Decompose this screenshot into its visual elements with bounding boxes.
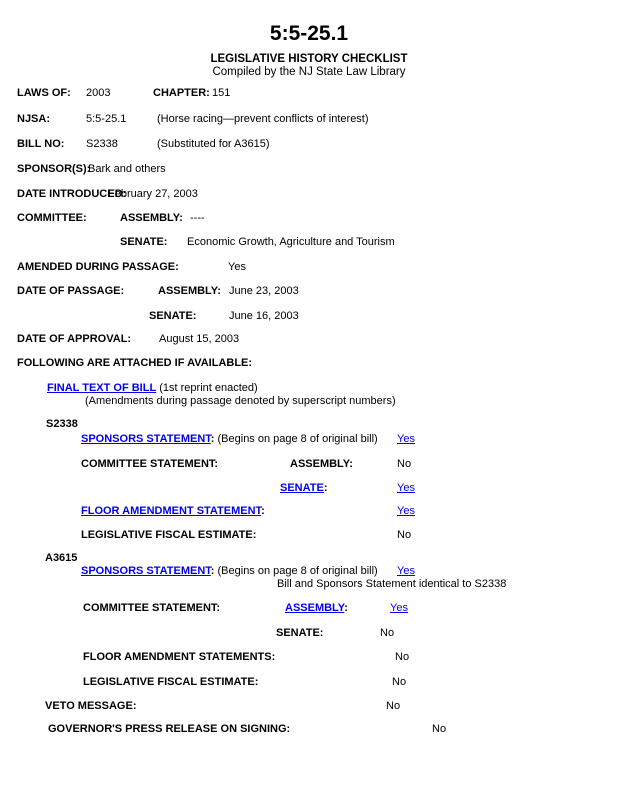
s2338-sponsors-yes-link[interactable]: Yes bbox=[397, 433, 415, 445]
a3615-sponsors-colon: : bbox=[210, 565, 215, 577]
page-title: 5:5-25.1 bbox=[269, 22, 349, 45]
a3615-assembly-yes-link[interactable]: Yes bbox=[390, 602, 408, 614]
laws-of-value: 2003 bbox=[86, 87, 111, 99]
s2338-committee-assembly-label: ASSEMBLY: bbox=[290, 458, 353, 470]
a3615-committee-assembly-row bbox=[285, 602, 348, 615]
s2338-sponsors-statement-link[interactable]: SPONSORS STATEMENT bbox=[81, 433, 211, 445]
a3615-sponsors-yes-link[interactable]: Yes bbox=[397, 565, 415, 577]
s2338-sponsors-suffix: (Begins on page 8 of original bill) bbox=[214, 433, 378, 445]
a3615-heading: A3615 bbox=[45, 552, 78, 564]
bill-no-note: (Substituted for A3615) bbox=[157, 138, 270, 150]
final-text-note: (Amendments during passage denoted by superscript numbers) bbox=[85, 395, 396, 407]
veto-message-label: VETO MESSAGE: bbox=[45, 700, 137, 712]
a3615-sponsors-row bbox=[81, 565, 378, 578]
a3615-committee-senate-label: SENATE: bbox=[276, 627, 324, 639]
page-subtitle: LEGISLATIVE HISTORY CHECKLIST bbox=[210, 53, 408, 65]
a3615-floor-value: No bbox=[395, 651, 410, 663]
s2338-heading: S2338 bbox=[46, 418, 78, 430]
a3615-fiscal-label: LEGISLATIVE FISCAL ESTIMATE: bbox=[83, 676, 259, 688]
chapter-value: 151 bbox=[212, 87, 231, 99]
s2338-committee-senate-row bbox=[280, 482, 327, 495]
final-text-row bbox=[47, 382, 258, 395]
a3615-sponsors-statement-link[interactable]: SPONSORS STATEMENT bbox=[81, 565, 211, 577]
s2338-floor-amendment-link[interactable]: FLOOR AMENDMENT STATEMENT bbox=[81, 505, 262, 517]
final-text-of-bill-link[interactable]: FINAL TEXT OF BILL bbox=[47, 382, 157, 394]
final-text-suffix: (1st reprint enacted) bbox=[156, 382, 258, 394]
s2338-committee-label: COMMITTEE STATEMENT: bbox=[81, 458, 219, 470]
passage-senate-label: SENATE: bbox=[149, 310, 197, 322]
date-of-approval-value: August 15, 2003 bbox=[159, 333, 240, 345]
s2338-floor-row bbox=[81, 505, 265, 518]
bill-no-value: S2338 bbox=[86, 138, 118, 150]
sponsors-label: SPONSOR(S): bbox=[17, 163, 91, 175]
date-of-approval-label: DATE OF APPROVAL: bbox=[17, 333, 132, 345]
a3615-floor-label: FLOOR AMENDMENT STATEMENTS: bbox=[83, 651, 276, 663]
governor-press-release-label: GOVERNOR'S PRESS RELEASE ON SIGNING: bbox=[48, 723, 291, 735]
date-of-passage-label: DATE OF PASSAGE: bbox=[17, 285, 125, 297]
laws-of-label: LAWS OF: bbox=[17, 87, 71, 99]
s2338-sponsors-row bbox=[81, 433, 378, 446]
sponsors-value: Bark and others bbox=[88, 163, 166, 175]
attachments-heading: FOLLOWING ARE ATTACHED IF AVAILABLE: bbox=[17, 357, 253, 369]
s2338-floor-colon: : bbox=[261, 505, 265, 517]
bill-no-label: BILL NO: bbox=[17, 138, 65, 150]
a3615-assembly-colon: : bbox=[344, 602, 348, 614]
veto-message-value: No bbox=[386, 700, 401, 712]
governor-press-release-value: No bbox=[432, 723, 447, 735]
passage-senate-value: June 16, 2003 bbox=[229, 310, 299, 322]
s2338-committee-assembly-value: No bbox=[397, 458, 412, 470]
amended-value: Yes bbox=[228, 261, 246, 273]
chapter-label: CHAPTER: bbox=[153, 87, 210, 99]
s2338-fiscal-value: No bbox=[397, 529, 412, 541]
compiled-by-line: Compiled by the NJ State Law Library bbox=[212, 66, 406, 78]
committee-senate-value: Economic Growth, Agriculture and Tourism bbox=[187, 236, 395, 248]
passage-assembly-label: ASSEMBLY: bbox=[158, 285, 221, 297]
committee-assembly-value: ---- bbox=[190, 212, 205, 224]
committee-label: COMMITTEE: bbox=[17, 212, 87, 224]
committee-assembly-label: ASSEMBLY: bbox=[120, 212, 183, 224]
a3615-fiscal-value: No bbox=[392, 676, 407, 688]
a3615-sponsors-suffix: (Begins on page 8 of original bill) bbox=[214, 565, 378, 577]
amended-label: AMENDED DURING PASSAGE: bbox=[17, 261, 179, 273]
s2338-senate-yes-link[interactable]: Yes bbox=[397, 482, 415, 494]
a3615-sponsors-note: Bill and Sponsors Statement identical to S2338 bbox=[277, 578, 507, 590]
njsa-value: 5:5-25.1 bbox=[86, 113, 127, 125]
date-introduced-label: DATE INTRODUCED: bbox=[17, 188, 127, 200]
s2338-floor-yes-link[interactable]: Yes bbox=[397, 505, 415, 517]
date-introduced-value: February 27, 2003 bbox=[108, 188, 198, 200]
a3615-assembly-link[interactable]: ASSEMBLY bbox=[285, 602, 345, 614]
s2338-senate-colon: : bbox=[323, 482, 328, 494]
a3615-committee-label: COMMITTEE STATEMENT: bbox=[83, 602, 221, 614]
s2338-fiscal-label: LEGISLATIVE FISCAL ESTIMATE: bbox=[81, 529, 257, 541]
s2338-sponsors-colon: : bbox=[210, 433, 215, 445]
njsa-label: NJSA: bbox=[17, 113, 51, 125]
s2338-senate-link[interactable]: SENATE bbox=[280, 482, 324, 494]
committee-senate-label: SENATE: bbox=[120, 236, 168, 248]
a3615-committee-senate-value: No bbox=[380, 627, 395, 639]
passage-assembly-value: June 23, 2003 bbox=[229, 285, 299, 297]
njsa-note: (Horse racing—prevent conflicts of interest) bbox=[157, 113, 369, 125]
